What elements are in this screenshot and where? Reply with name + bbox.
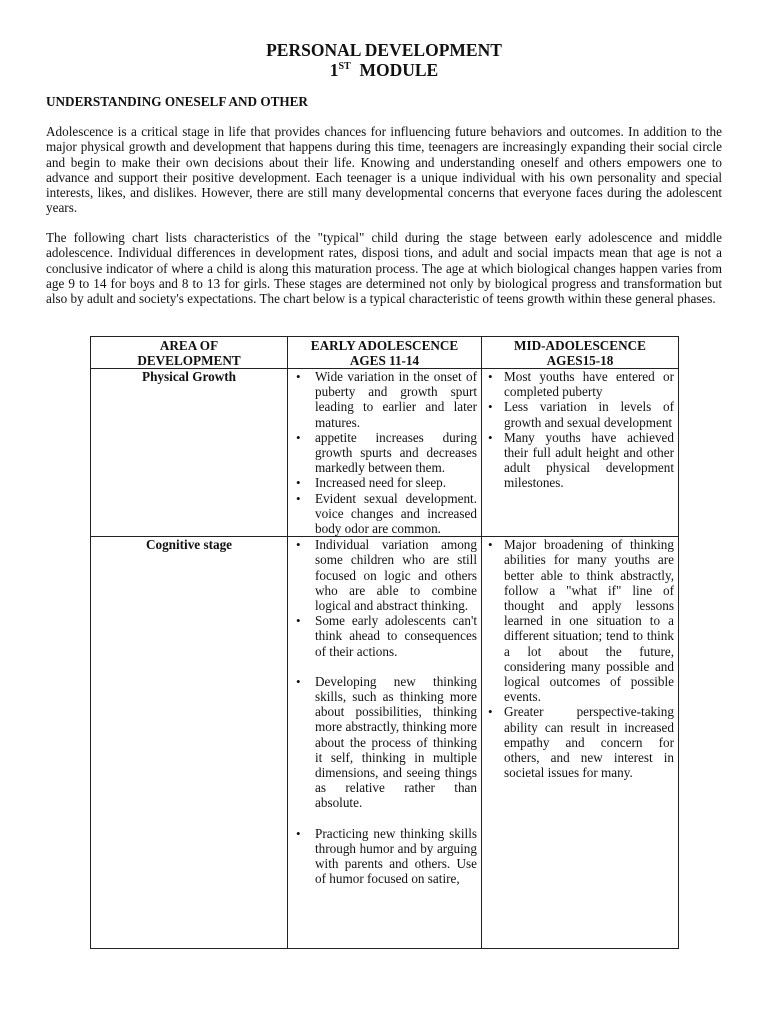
list-item: • Greater perspective-taking ability can result in increased empathy and concern for others, and new interest in societal issues for many.	[482, 704, 674, 780]
chart-header-row	[91, 337, 679, 369]
list-item: • Increased need for sleep.	[288, 475, 477, 490]
list-item: • Developing new thinking skills, such as thinking more about possibilities, thinking more abstractly, thinking more about the process of thinking it self, thinking in multiple dimensions, and seeing things as relative rather than absolute.	[288, 674, 477, 811]
header-mid-line2: AGES15-18	[546, 353, 614, 368]
section-heading: UNDERSTANDING ONESELF AND OTHER	[46, 94, 308, 109]
module-line	[0, 60, 768, 80]
chart-intro-paragraph: The following chart lists characteristics of the "typical" child during the stage between early adolescence and middle adolescence. Individual differences in development rates, disposi tions, and adult and social impacts mean that age is not a conclusive indicator of where a child is along this maturation process. The age at which biological changes happen varies from age 9 to 14 for boys and 8 to 13 for girls. These stages are determined not only by biological progress and transformation but also by adult and society's expectations. The chart below is a typical characteristic of teens growth within these general phases.	[46, 230, 722, 307]
header-area	[91, 337, 288, 369]
area-physical-growth: Physical Growth	[91, 369, 288, 537]
header-area-line2: DEVELOPMENT	[137, 353, 241, 368]
list-item: • Evident sexual development. voice changes and increased body odor are common.	[288, 491, 477, 537]
list-item: • Individual variation among some children who are still focused on logic and others who are able to combine logical and abstract thinking.	[288, 537, 477, 613]
document-title	[0, 40, 768, 80]
title-line: PERSONAL DEVELOPMENT	[266, 40, 502, 60]
header-mid	[482, 337, 679, 369]
header-early	[288, 337, 482, 369]
mid-physical-cell	[482, 369, 679, 537]
module-number: 1	[329, 60, 339, 80]
header-early-line2: AGES 11-14	[349, 353, 420, 368]
early-cognitive-cell	[288, 537, 482, 949]
header-early-line1: EARLY ADOLESCENCE	[310, 338, 459, 353]
list-item: • Practicing new thinking skills through humor and by arguing with parents and others. Use of humor focused on satire,	[288, 826, 477, 887]
module-word: MODULE	[359, 60, 439, 80]
list-item: • Major broadening of thinking abilities for many youths are better able to think abstractly, follow a "what if" line of thought and apply lessons learned in one situation to a different situation; tend to think a lot about the future, considering many possible and logical outcomes of possible events.	[482, 537, 674, 704]
list-item: • Wide variation in the onset of puberty and growth spurt leading to earlier and later matures.	[288, 369, 477, 430]
list-item: • Less variation in levels of growth and sexual development	[482, 399, 674, 429]
mid-cognitive-cell	[482, 537, 679, 949]
area-cognitive-stage: Cognitive stage	[91, 537, 288, 949]
list-item: • Many youths have achieved their full adult height and other adult physical development milestones.	[482, 430, 674, 491]
list-item: • Most youths have entered or completed puberty	[482, 369, 674, 399]
list-item: • Some early adolescents can't think ahead to consequences of their actions.	[288, 613, 477, 659]
header-mid-line1: MID-ADOLESCENCE	[514, 338, 646, 353]
list-item: • appetite increases during growth spurts and decreases markedly between them.	[288, 430, 477, 476]
table-row	[91, 369, 679, 537]
header-area-line1: AREA OF	[159, 338, 219, 353]
early-physical-cell	[288, 369, 482, 537]
development-chart	[90, 336, 679, 949]
table-row	[91, 537, 679, 949]
intro-paragraph: Adolescence is a critical stage in life that provides chances for influencing future behaviors and outcomes. In addition to the major physical growth and development that happens during this time, teenagers are increasingly expanding their social circle and begin to make their own decisions about their life. Knowing and understanding oneself and others empowers one to advance and support their positive development. Each teenager is a unique individual with his own personality and special interests, likes, and dislikes. However, there are still many developmental concerns that everyone faces during the adolescent years.	[46, 124, 722, 216]
module-superscript: ST	[338, 61, 351, 72]
